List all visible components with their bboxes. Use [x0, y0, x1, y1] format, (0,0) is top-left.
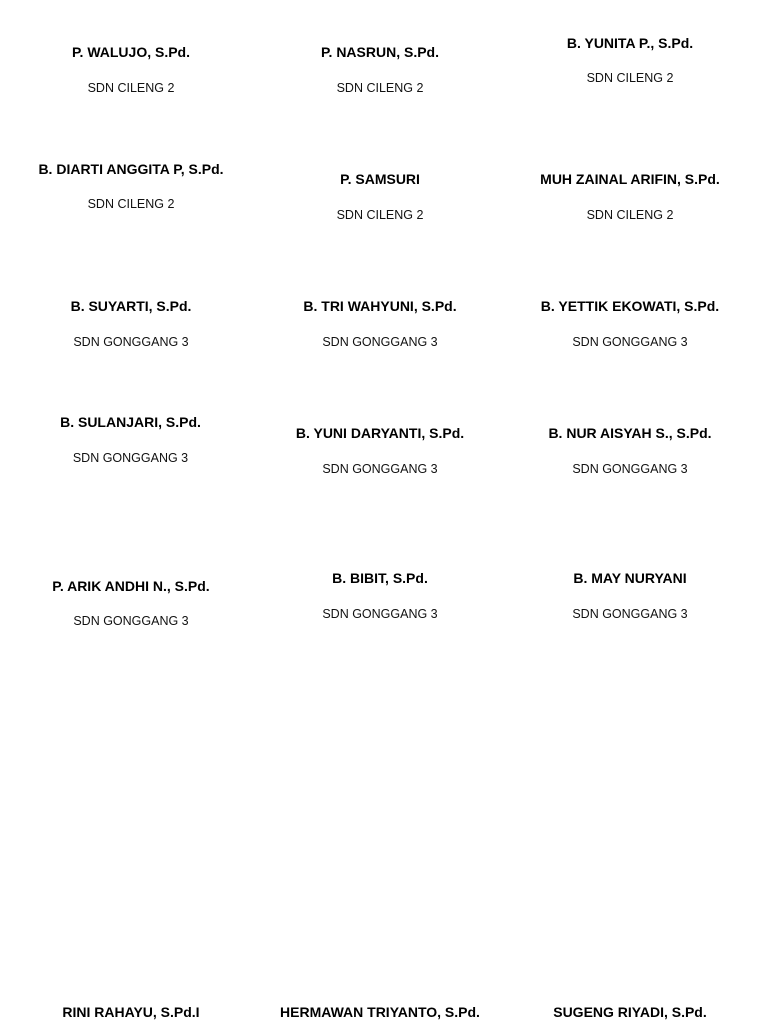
person-name: B. SUYARTI, S.Pd. [70, 298, 192, 314]
person-name: B. YUNITA P., S.Pd. [566, 35, 694, 51]
person-name: P. WALUJO, S.Pd. [72, 44, 190, 60]
person-name: B. TRI WAHYUNI, S.Pd. [303, 298, 457, 314]
school-name: SDN GONGGANG 3 [73, 335, 189, 349]
name-card [255, 42, 505, 96]
school-name: SDN GONGGANG 3 [572, 335, 688, 349]
person-name: B. SULANJARI, S.Pd. [60, 414, 201, 430]
person-name: B. MAY NURYANI [573, 570, 687, 586]
school-name: SDN GONGGANG 3 [572, 462, 688, 476]
person-name: B. DIARTI ANGGITA P, S.Pd. [38, 161, 224, 177]
name-card [255, 423, 505, 477]
name-card [6, 159, 256, 212]
name-card [6, 576, 256, 629]
person-name: RINI RAHAYU, S.Pd.I [62, 1004, 200, 1020]
name-card [48, 412, 213, 466]
person-name: P. NASRUN, S.Pd. [321, 44, 439, 60]
name-card [255, 169, 505, 223]
school-name: SDN GONGGANG 3 [322, 335, 438, 349]
person-name: B. YETTIK EKOWATI, S.Pd. [540, 298, 720, 314]
school-name: SDN CILENG 2 [336, 208, 424, 222]
school-name: SDN GONGGANG 3 [73, 614, 189, 628]
person-name: B. BIBIT, S.Pd. [332, 570, 428, 586]
person-name: SUGENG RIYADI, S.Pd. [553, 1004, 707, 1020]
school-name: SDN GONGGANG 3 [322, 607, 438, 621]
name-card [6, 1002, 256, 1022]
name-card [255, 296, 505, 350]
person-name: HERMAWAN TRIYANTO, S.Pd. [280, 1004, 480, 1020]
person-name: P. ARIK ANDHI N., S.Pd. [52, 578, 210, 594]
name-card [505, 568, 755, 622]
name-card [505, 33, 755, 86]
name-card [505, 296, 755, 350]
school-name: SDN CILENG 2 [586, 208, 674, 222]
name-card [255, 1002, 505, 1022]
name-card [505, 169, 755, 223]
name-card [505, 1002, 755, 1022]
school-name: SDN CILENG 2 [586, 71, 674, 85]
name-card [505, 423, 755, 477]
name-card [255, 568, 505, 622]
school-name: SDN CILENG 2 [87, 197, 175, 211]
person-name: B. YUNI DARYANTI, S.Pd. [295, 425, 465, 441]
school-name: SDN GONGGANG 3 [322, 462, 438, 476]
name-card [6, 296, 256, 350]
person-name: B. NUR AISYAH S., S.Pd. [548, 425, 712, 441]
person-name: MUH ZAINAL ARIFIN, S.Pd. [540, 171, 720, 187]
school-name: SDN CILENG 2 [336, 81, 424, 95]
name-card [6, 42, 256, 96]
person-name: P. SAMSURI [340, 171, 420, 187]
school-name: SDN GONGGANG 3 [72, 451, 189, 465]
school-name: SDN CILENG 2 [87, 81, 175, 95]
school-name: SDN GONGGANG 3 [572, 607, 688, 621]
